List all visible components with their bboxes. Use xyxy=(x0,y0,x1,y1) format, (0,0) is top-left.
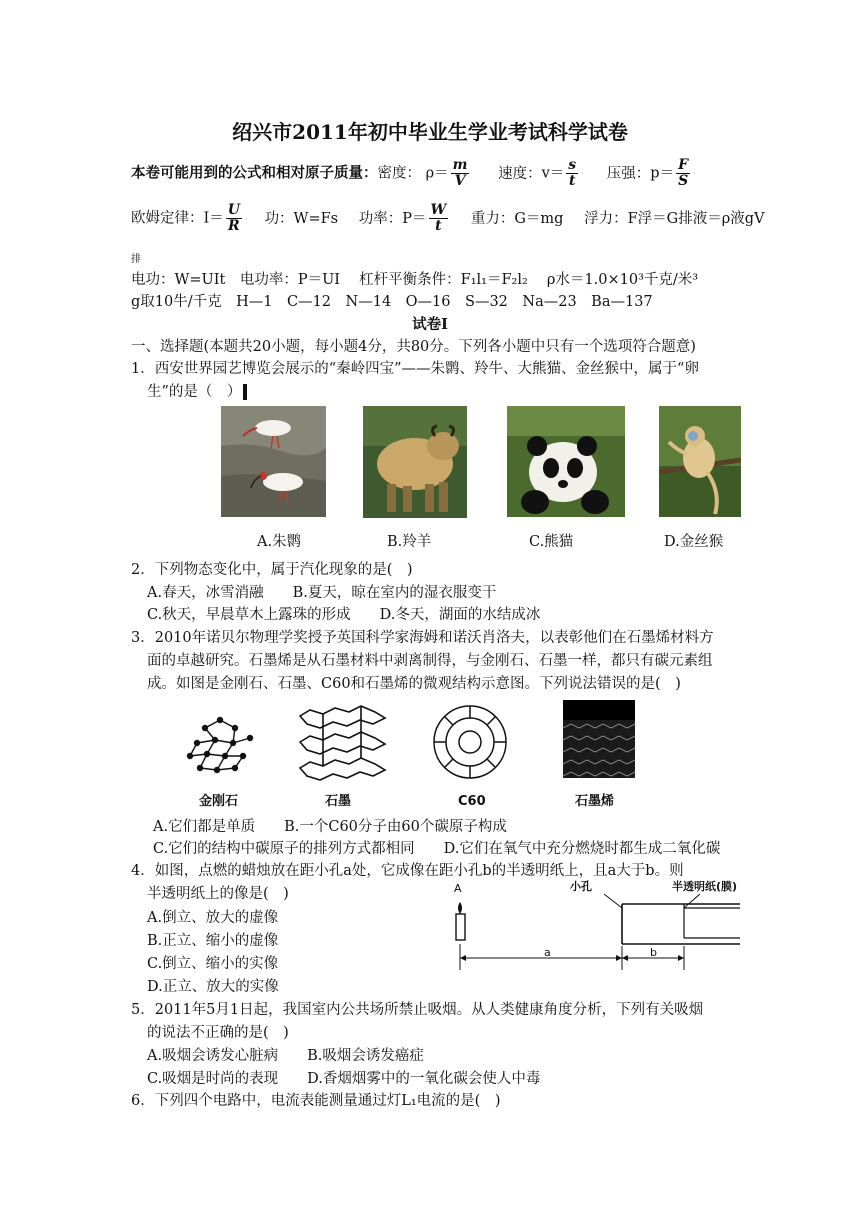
density-fraction xyxy=(451,158,470,189)
formula-line-3: 电功：W=UIt 电功率：P＝UI 杠杆平衡条件：F₁l₁＝F₂l₂ ρ水＝1.0×10³千克/米³ xyxy=(131,272,699,288)
q1-caption-b: B.羚羊 xyxy=(387,534,432,550)
formula-line-4: g取10牛/千克 H—1 C—12 N—14 O—16 S—32 Na—23 Ba—137 xyxy=(131,294,653,310)
speed-lhs: v＝ xyxy=(541,165,565,182)
density-numerator: m xyxy=(452,157,468,173)
q1-stem-text: 生”的是（ ） xyxy=(147,384,242,400)
candle-icon xyxy=(456,902,465,940)
label-point-a: A xyxy=(454,882,462,895)
power-denominator: t xyxy=(435,218,442,234)
pressure-denominator: S xyxy=(678,173,689,189)
formula-line-2 xyxy=(131,203,765,234)
speed-fraction xyxy=(566,158,578,189)
q1-stem-line-2 xyxy=(147,380,247,401)
label-distance-a: a xyxy=(544,946,551,959)
section-title: 试卷Ⅰ xyxy=(412,316,448,333)
pressure-label: 压强： xyxy=(606,165,651,182)
q4-option-a: A.倒立、放大的虚像 xyxy=(147,910,279,926)
q4-option-d: D.正立、放大的实像 xyxy=(147,979,279,995)
q2-stem: 2．下列物态变化中，属于汽化现象的是( ) xyxy=(131,562,413,578)
formula-line-1 xyxy=(131,158,692,189)
speed-label: 速度： xyxy=(498,165,542,182)
ohm-fraction xyxy=(226,203,242,234)
crested-ibis-photo xyxy=(221,406,326,517)
density-lhs: ρ＝ xyxy=(425,165,449,182)
label-graphene: 石墨烯 xyxy=(575,794,615,809)
q1-caption-d: D.金丝猴 xyxy=(664,534,724,550)
q4-stem-line-1: 4．如图，点燃的蜡烛放在距小孔a处，它成像在距小孔b的半透明纸上，且a大于b。则 xyxy=(131,863,684,879)
buoyancy-wrap: 排 xyxy=(131,254,141,265)
q5-stem-line-2: 的说法不正确的是( ) xyxy=(147,1025,289,1041)
q5-options-row-1: A.吸烟会诱发心脏病 B.吸烟会诱发癌症 xyxy=(147,1048,424,1064)
page-title: 绍兴市2011年初中毕业生学业考试科学试卷 xyxy=(232,120,628,144)
q3-stem-line-3: 成。如图是金刚石、石墨、C60和石墨烯的微观结构示意图。下列说法错误的是( ) xyxy=(147,676,681,692)
speed-denominator: t xyxy=(568,173,576,189)
formula-intro: 本卷可能用到的公式和相对原子质量： xyxy=(131,164,378,182)
c60-structure xyxy=(434,706,506,778)
power-fraction xyxy=(429,203,449,234)
label-distance-b: b xyxy=(650,946,657,959)
ohm-denominator: R xyxy=(228,218,240,234)
q1-stem-line-1: 1．西安世界园艺博览会展示的“秦岭四宝”——朱鹮、羚牛、大熊猫、金丝猴中，属于“卵 xyxy=(131,361,699,377)
takin-photo xyxy=(363,406,467,518)
q1-caption-c: C.熊猫 xyxy=(529,534,574,550)
buoyancy-formula: 浮力：F浮＝G排液＝ρ液gV xyxy=(584,210,765,227)
q3-options-row-1: A.它们都是单质 B.一个C60分子由60个碳原子构成 xyxy=(153,819,507,835)
label-graphite: 石墨 xyxy=(325,794,352,809)
q2-options-row-1: A.春天，冰雪消融 B.夏天，晾在室内的湿衣服变干 xyxy=(147,585,497,601)
golden-monkey-photo xyxy=(659,406,741,517)
label-translucent-paper: 半透明纸(膜) xyxy=(672,880,738,893)
q3-stem-line-1: 3．2010年诺贝尔物理学奖授予英国科学家海姆和诺沃肖洛夫，以表彰他们在石墨烯材料方 xyxy=(131,630,714,646)
label-c60: C60 xyxy=(458,794,486,809)
density-denominator: V xyxy=(454,173,466,189)
q3-options-row-2: C.它们的结构中碳原子的排列方式都相同 D.它们在氧气中充分燃烧时都生成二氧化碳 xyxy=(153,841,721,857)
pressure-fraction xyxy=(676,158,690,189)
label-diamond: 金刚石 xyxy=(199,794,239,809)
graphite-structure xyxy=(300,706,385,780)
q5-options-row-2: C.吸烟是时尚的表现 D.香烟烟雾中的一氧化碳会使人中毒 xyxy=(147,1071,541,1087)
graphene-structure xyxy=(563,700,635,778)
density-label: 密度： xyxy=(377,165,421,182)
diamond-structure xyxy=(188,718,253,773)
section-intro: 一、选择题(本题共20小题，每小题4分，共80分。下列各小题中只有一个选项符合题意) xyxy=(131,339,696,355)
q1-caption-a: A.朱鹮 xyxy=(257,534,302,550)
pressure-lhs: p＝ xyxy=(650,165,675,182)
ohm-numerator: U xyxy=(227,202,240,218)
ohm-label: 欧姆定律：I＝ xyxy=(131,210,224,227)
label-pinhole: 小孔 xyxy=(570,880,592,893)
q5-stem-line-1: 5．2011年5月1日起，我国室内公共场所禁止吸烟。从人类健康角度分析，下列有关吸烟 xyxy=(131,1002,704,1018)
q2-options-row-2: C.秋天，早晨草木上露珠的形成 D.冬天，湖面的水结成冰 xyxy=(147,607,541,623)
q6-stem: 6．下列四个电路中，电流表能测量通过灯L₁电流的是( ) xyxy=(131,1093,501,1109)
q4-option-b: B.正立、缩小的虚像 xyxy=(147,933,279,949)
carbon-structures-figure xyxy=(175,698,635,810)
gravity-formula: 重力：G＝mg xyxy=(470,210,564,227)
text-cursor xyxy=(243,384,247,400)
power-label: 功率：P＝ xyxy=(358,210,427,227)
q3-stem-line-2: 面的卓越研究。石墨烯是从石墨材料中剥离制得，与金刚石、石墨一样，都只有碳元素组 xyxy=(147,653,713,669)
power-numerator: W xyxy=(430,202,447,218)
q4-stem-line-2: 半透明纸上的像是( ) xyxy=(147,886,289,902)
pinhole-camera-diagram xyxy=(448,878,748,978)
work-formula: 功：W=Fs xyxy=(264,210,339,227)
pressure-numerator: F xyxy=(676,158,690,174)
q4-option-c: C.倒立、缩小的实像 xyxy=(147,956,279,972)
giant-panda-photo xyxy=(507,406,625,517)
speed-numerator: s xyxy=(568,157,577,173)
